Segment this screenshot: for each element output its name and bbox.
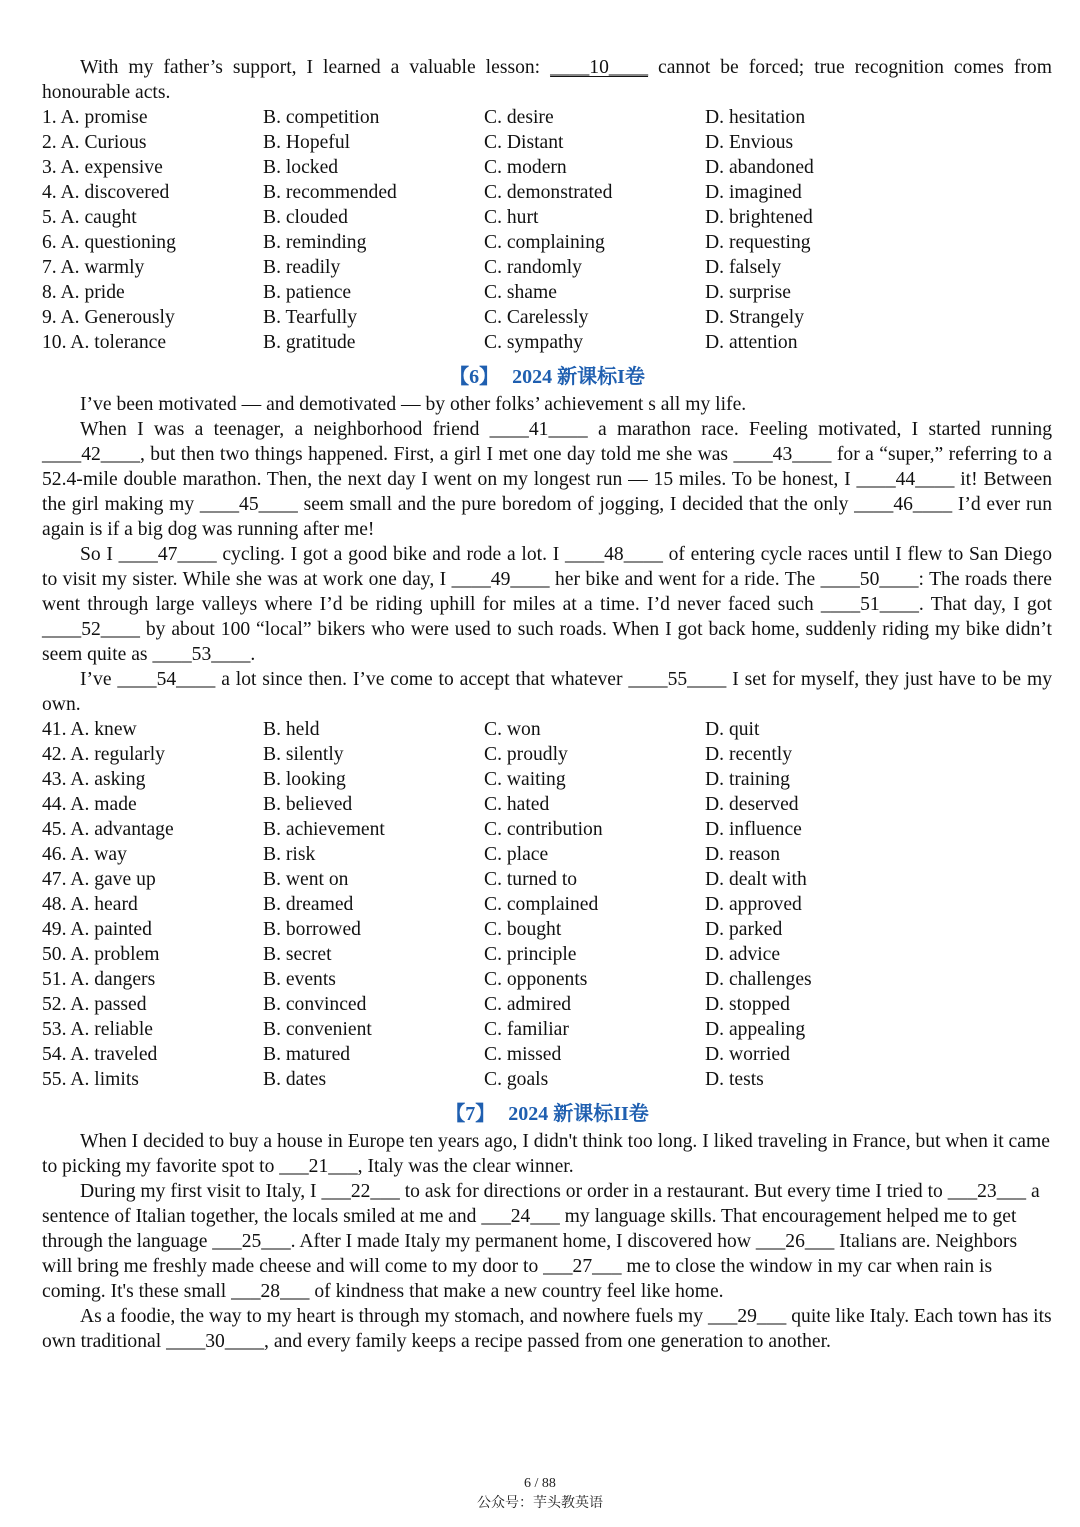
option-b: B. held (263, 719, 320, 740)
option-a: 53. A. reliable (42, 1019, 153, 1040)
option-a: 5. A. caught (42, 207, 137, 228)
option-b: B. locked (263, 157, 339, 178)
option-b: B. risk (263, 844, 316, 865)
option-row (42, 330, 1052, 355)
option-row (42, 155, 1052, 180)
option-b: B. looking (263, 769, 346, 790)
option-b: B. gratitude (263, 332, 356, 353)
section-6-title: 2024 新课标I卷 (512, 366, 645, 388)
option-a: 4. A. discovered (42, 182, 170, 203)
option-c: C. waiting (484, 769, 566, 790)
option-d: D. deserved (705, 794, 799, 815)
option-b: B. went on (263, 869, 349, 890)
option-row (42, 917, 1052, 942)
options-table-section6 (42, 717, 1052, 1092)
option-d: D. challenges (705, 969, 812, 990)
option-row (42, 842, 1052, 867)
option-a: 6. A. questioning (42, 232, 176, 253)
option-a: 7. A. warmly (42, 257, 145, 278)
option-row (42, 255, 1052, 280)
section7-paragraph-1: When I decided to buy a house in Europe ten years ago, I didn't think too long. I liked traveling in France, but when it came to picking my favorite spot to ___21___, Italy was the clear winner. (42, 1131, 1050, 1177)
option-row (42, 130, 1052, 155)
option-a: 9. A. Generously (42, 307, 175, 328)
options-table-part1 (42, 105, 1052, 355)
option-d: D. Envious (705, 132, 794, 153)
option-d: D. surprise (705, 282, 791, 303)
option-c: C. won (484, 719, 541, 740)
option-row (42, 205, 1052, 230)
option-row (42, 280, 1052, 305)
option-row (42, 1042, 1052, 1067)
option-a: 43. A. asking (42, 769, 146, 790)
option-a: 1. A. promise (42, 107, 148, 128)
section7-paragraph-2: During my first visit to Italy, I ___22___ to ask for directions or order in a restaurant. But every time I tried to ___23___ a sentence of Italian together, the locals smiled at me and ___24___ my language skills. That encouragement helped me to get through the language ___25___. After I made Italy my permanent home, I discovered how ___26___ Italians are. Neighbors will bring me freshly made cheese and will come to my door to ___27___ me to close the window in my car when rain is coming. It's these small ___28___ of kindness that make a new country feel like home. (42, 1181, 1040, 1302)
option-a: 45. A. advantage (42, 819, 174, 840)
option-a: 50. A. problem (42, 944, 160, 965)
option-b: B. secret (263, 944, 332, 965)
option-c: C. contribution (484, 819, 603, 840)
option-a: 8. A. pride (42, 282, 125, 303)
option-row (42, 1067, 1052, 1092)
document-page (42, 55, 1052, 1354)
option-b: B. recommended (263, 182, 397, 203)
option-d: D. recently (705, 744, 793, 765)
option-b: B. dreamed (263, 894, 354, 915)
option-row (42, 1017, 1052, 1042)
option-c: C. Distant (484, 132, 564, 153)
option-c: C. proudly (484, 744, 568, 765)
option-b: B. believed (263, 794, 353, 815)
option-c: C. admired (484, 994, 572, 1015)
part1-text-before: With my father’s support, I learned a valuable lesson: (80, 57, 551, 78)
option-b: B. silently (263, 744, 344, 765)
section6-paragraph-2: When I was a teenager, a neighborhood friend ____41____ a marathon race. Feeling motivated, I started running ____42____, but then two things happened. First, a girl I met one day told me she was ____43____ for a “super,” referring to a 52.4-mile double marathon. Then, the next day I went on my longest run — 15 miles. To be honest, I ____44____ it! Between the girl making my ____45____ seem small and the pure boredom of jogging, I decided that the only ____46____ I’d ever run again is if a big dog was running after me! (42, 419, 1052, 540)
option-b: B. matured (263, 1044, 351, 1065)
option-row (42, 180, 1052, 205)
option-row (42, 305, 1052, 330)
option-b: B. reminding (263, 232, 367, 253)
option-a: 48. A. heard (42, 894, 138, 915)
option-d: D. worried (705, 1044, 790, 1065)
option-d: D. reason (705, 844, 781, 865)
option-c: C. sympathy (484, 332, 584, 353)
option-d: D. abandoned (705, 157, 814, 178)
option-c: C. Carelessly (484, 307, 589, 328)
option-row (42, 230, 1052, 255)
option-c: C. principle (484, 944, 577, 965)
option-c: C. randomly (484, 257, 582, 278)
option-c: C. hated (484, 794, 550, 815)
section6-paragraph-3: So I ____47____ cycling. I got a good bike and rode a lot. I ____48____ of entering cycle races until I flew to San Diego to visit my sister. While she was at work one day, I ____49____ her bike and went for a ride. The ____50____: The roads there went through large valleys where I’d be riding uphill for miles at a time. I’d never faced such ____51____. That day, I got ____52____ by about 100 “local” bikers who were used to such roads. When I got back home, suddenly riding my bike didn’t seem quite as ____53____. (42, 544, 1052, 665)
option-d: D. parked (705, 919, 783, 940)
option-row (42, 967, 1052, 992)
option-d: D. advice (705, 944, 781, 965)
footer-account: 公众号：芋头教英语 (477, 1496, 603, 1511)
option-d: D. training (705, 769, 790, 790)
option-c: C. opponents (484, 969, 588, 990)
section-6-heading (42, 365, 1052, 390)
page-number: 6 / 88 (524, 1476, 556, 1491)
option-d: D. quit (705, 719, 760, 740)
option-d: D. Strangely (705, 307, 805, 328)
option-d: D. imagined (705, 182, 802, 203)
option-a: 42. A. regularly (42, 744, 165, 765)
option-c: C. bought (484, 919, 562, 940)
option-a: 52. A. passed (42, 994, 147, 1015)
option-b: B. Hopeful (263, 132, 351, 153)
option-row (42, 792, 1052, 817)
option-row (42, 867, 1052, 892)
option-row (42, 742, 1052, 767)
option-d: D. tests (705, 1069, 764, 1090)
section7-paragraph-3: As a foodie, the way to my heart is through my stomach, and nowhere fuels my ___29___ quite like Italy. Each town has its own traditional ____30____, and every family keeps a recipe passed from one generation to another. (42, 1306, 1052, 1352)
section6-paragraph-1: I’ve been motivated — and demotivated — by other folks’ achievement s all my life. (80, 394, 747, 415)
option-c: C. complained (484, 894, 599, 915)
option-a: 41. A. knew (42, 719, 137, 740)
option-d: D. influence (705, 819, 802, 840)
option-d: D. dealt with (705, 869, 807, 890)
option-a: 49. A. painted (42, 919, 152, 940)
option-row (42, 992, 1052, 1017)
option-d: D. falsely (705, 257, 782, 278)
option-a: 51. A. dangers (42, 969, 156, 990)
option-d: D. requesting (705, 232, 811, 253)
option-a: 3. A. expensive (42, 157, 163, 178)
option-b: B. clouded (263, 207, 348, 228)
option-row (42, 717, 1052, 742)
option-d: D. stopped (705, 994, 790, 1015)
option-a: 46. A. way (42, 844, 127, 865)
option-c: C. hurt (484, 207, 539, 228)
section-6-number: 【6】 (449, 366, 500, 388)
option-row (42, 942, 1052, 967)
section-7-number: 【7】 (445, 1103, 496, 1125)
option-a: 54. A. traveled (42, 1044, 158, 1065)
option-b: B. readily (263, 257, 341, 278)
option-b: B. patience (263, 282, 352, 303)
option-b: B. convenient (263, 1019, 372, 1040)
option-d: D. appealing (705, 1019, 806, 1040)
part1-paragraph (42, 55, 1052, 105)
option-a: 10. A. tolerance (42, 332, 167, 353)
option-a: 47. A. gave up (42, 869, 156, 890)
option-b: B. convinced (263, 994, 367, 1015)
option-d: D. brightened (705, 207, 813, 228)
option-d: D. attention (705, 332, 798, 353)
option-c: C. goals (484, 1069, 549, 1090)
part1-text-after: cannot be forced; true recognition comes from honourable acts. (42, 57, 1052, 103)
section-7-title: 2024 新课标II卷 (508, 1103, 649, 1125)
section-7-heading (42, 1102, 1052, 1127)
option-a: 2. A. Curious (42, 132, 147, 153)
option-c: C. familiar (484, 1019, 569, 1040)
option-b: B. events (263, 969, 336, 990)
option-c: C. place (484, 844, 549, 865)
option-b: B. dates (263, 1069, 327, 1090)
option-c: C. shame (484, 282, 557, 303)
option-c: C. turned to (484, 869, 578, 890)
option-c: C. desire (484, 107, 554, 128)
option-a: 55. A. limits (42, 1069, 139, 1090)
option-row (42, 892, 1052, 917)
section6-paragraph-4: I’ve ____54____ a lot since then. I’ve come to accept that whatever ____55____ I set for myself, they just have to be my own. (42, 669, 1052, 715)
option-c: C. complaining (484, 232, 605, 253)
option-c: C. missed (484, 1044, 562, 1065)
option-b: B. competition (263, 107, 380, 128)
blank-10: ____10____ (550, 57, 649, 78)
option-b: B. borrowed (263, 919, 361, 940)
option-d: D. approved (705, 894, 802, 915)
option-c: C. demonstrated (484, 182, 613, 203)
option-b: B. achievement (263, 819, 385, 840)
option-b: B. Tearfully (263, 307, 358, 328)
option-row (42, 767, 1052, 792)
option-d: D. hesitation (705, 107, 806, 128)
option-c: C. modern (484, 157, 567, 178)
option-row (42, 817, 1052, 842)
option-a: 44. A. made (42, 794, 137, 815)
option-row (42, 105, 1052, 130)
